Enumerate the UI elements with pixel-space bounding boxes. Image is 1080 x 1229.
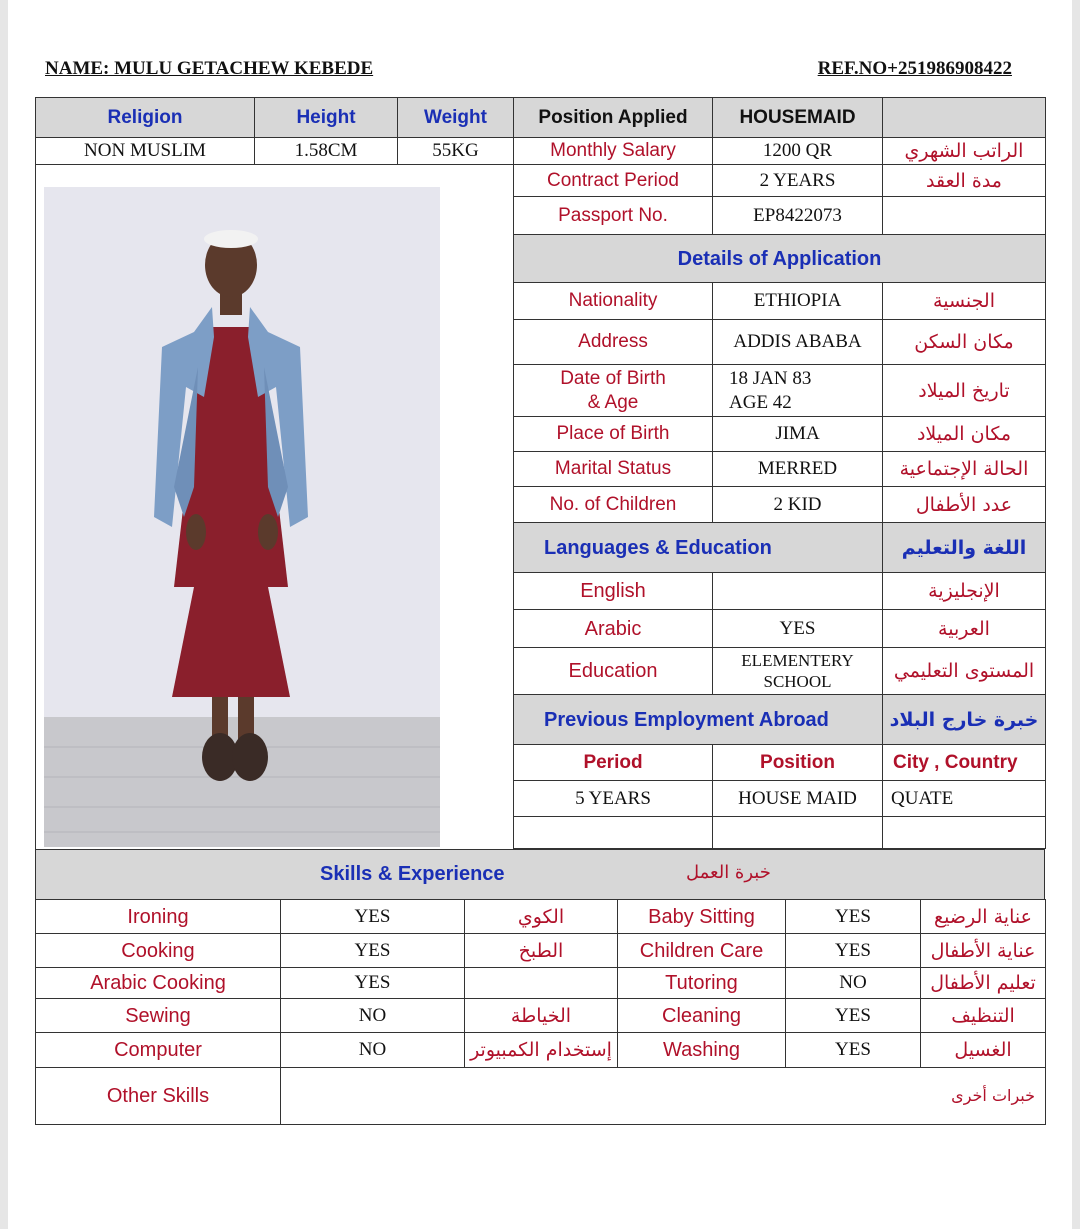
skill-washing-value: YES [786, 1033, 921, 1068]
skill-arabic-cooking-label: Arabic Cooking [36, 968, 281, 999]
skills-table [35, 899, 1046, 1125]
children-arabic: عدد الأطفال [883, 487, 1046, 523]
position-arabic-empty [883, 98, 1046, 138]
skill-tutoring-arabic: تعليم الأطفال [921, 968, 1046, 999]
skills-header [36, 850, 1045, 900]
left-edge [0, 0, 8, 1229]
candidate-name: NAME: MULU GETACHEW KEBEDE [45, 58, 374, 79]
candidate-photo-image [44, 187, 440, 847]
skill-ironing-value: YES [281, 900, 465, 934]
employment-city-value: QUATE [883, 781, 1046, 817]
education-value-line1: ELEMENTERY [741, 651, 854, 670]
skill-baby-sitting-label: Baby Sitting [618, 900, 786, 934]
skill-cooking-label: Cooking [36, 934, 281, 968]
arabic-label: Arabic [514, 610, 713, 648]
religion-value: NON MUSLIM [36, 138, 255, 165]
height-label: Height [255, 98, 398, 138]
skill-baby-sitting-value: YES [786, 900, 921, 934]
height-value: 1.58CM [255, 138, 398, 165]
marital-status-value: MERRED [713, 452, 883, 487]
skill-cleaning-arabic: التنظيف [921, 999, 1046, 1033]
skill-sewing-arabic: الخياطة [465, 999, 618, 1033]
monthly-salary-label: Monthly Salary [514, 138, 713, 165]
weight-value: 55KG [398, 138, 514, 165]
skills-arabic-title: خبرة العمل [686, 862, 771, 883]
address-label: Address [514, 320, 713, 365]
religion-label: Religion [36, 98, 255, 138]
position-applied-value: HOUSEMAID [713, 98, 883, 138]
skill-sewing-value: NO [281, 999, 465, 1033]
weight-label: Weight [398, 98, 514, 138]
languages-arabic-title: اللغة والتعليم [883, 523, 1046, 573]
other-skills-arabic: خبرات أخرى [281, 1068, 1046, 1125]
education-value-line2: SCHOOL [763, 672, 832, 691]
skill-cooking-value: YES [281, 934, 465, 968]
english-arabic: الإنجليزية [883, 573, 1046, 610]
skill-sewing-label: Sewing [36, 999, 281, 1033]
dob-label [514, 365, 713, 417]
main-info-table [35, 97, 1046, 849]
employment-empty-1 [514, 817, 713, 849]
skill-computer-label: Computer [36, 1033, 281, 1068]
skill-ironing-arabic: الكوي [465, 900, 618, 934]
arabic-value: YES [713, 610, 883, 648]
skill-cleaning-value: YES [786, 999, 921, 1033]
monthly-salary-arabic: الراتب الشهري [883, 138, 1046, 165]
employment-empty-2 [713, 817, 883, 849]
other-skills-label: Other Skills [36, 1068, 281, 1125]
place-of-birth-arabic: مكان الميلاد [883, 417, 1046, 452]
skill-cooking-arabic: الطبخ [465, 934, 618, 968]
skill-children-care-arabic: عناية الأطفال [921, 934, 1046, 968]
place-of-birth-value: JIMA [713, 417, 883, 452]
monthly-salary-value: 1200 QR [713, 138, 883, 165]
children-label: No. of Children [514, 487, 713, 523]
skill-children-care-label: Children Care [618, 934, 786, 968]
skill-computer-arabic: إستخدام الكمبيوتر [465, 1033, 618, 1068]
nationality-arabic: الجنسية [883, 283, 1046, 320]
dob-value-line2: AGE 42 [729, 391, 792, 413]
skill-baby-sitting-arabic: عناية الرضيع [921, 900, 1046, 934]
skill-washing-label: Washing [618, 1033, 786, 1068]
skill-ironing-label: Ironing [36, 900, 281, 934]
english-label: English [514, 573, 713, 610]
contract-period-arabic: مدة العقد [883, 165, 1046, 197]
position-applied-label: Position Applied [514, 98, 713, 138]
skill-cleaning-label: Cleaning [618, 999, 786, 1033]
marital-status-label: Marital Status [514, 452, 713, 487]
dob-value [713, 365, 883, 417]
candidate-photo [44, 187, 440, 847]
skill-tutoring-value: NO [786, 968, 921, 999]
skill-washing-arabic: الغسيل [921, 1033, 1046, 1068]
passport-label: Passport No. [514, 197, 713, 235]
address-value: ADDIS ABABA [713, 320, 883, 365]
nationality-value: ETHIOPIA [713, 283, 883, 320]
passport-arabic [883, 197, 1046, 235]
reference-number: REF.NO+251986908422 [817, 58, 1012, 79]
employment-period-value: 5 YEARS [514, 781, 713, 817]
contract-period-value: 2 YEARS [713, 165, 883, 197]
skill-children-care-value: YES [786, 934, 921, 968]
employment-title: Previous Employment Abroad [514, 695, 883, 745]
english-value [713, 573, 883, 610]
education-value [713, 648, 883, 695]
dob-label-line2: & Age [587, 391, 639, 413]
children-value: 2 KID [713, 487, 883, 523]
details-title: Details of Application [514, 235, 1046, 283]
skill-tutoring-label: Tutoring [618, 968, 786, 999]
place-of-birth-label: Place of Birth [514, 417, 713, 452]
employment-empty-3 [883, 817, 1046, 849]
employment-arabic-title: خبرة خارج البلاد [883, 695, 1046, 745]
period-column-header: Period [514, 745, 713, 781]
marital-status-arabic: الحالة الإجتماعية [883, 452, 1046, 487]
education-label: Education [514, 648, 713, 695]
city-column-header: City , Country [883, 745, 1046, 781]
skills-title: Skills & Experience [320, 863, 505, 885]
dob-label-line1: Date of Birth [560, 367, 666, 389]
skill-arabic-cooking-value: YES [281, 968, 465, 999]
skills-header-table [35, 849, 1045, 900]
address-arabic: مكان السكن [883, 320, 1046, 365]
contract-period-label: Contract Period [514, 165, 713, 197]
skill-computer-value: NO [281, 1033, 465, 1068]
right-edge [1072, 0, 1080, 1229]
skill-arabic-cooking-arabic [465, 968, 618, 999]
languages-title: Languages & Education [514, 523, 883, 573]
dob-arabic: تاريخ الميلاد [883, 365, 1046, 417]
arabic-arabic: العربية [883, 610, 1046, 648]
position-column-header: Position [713, 745, 883, 781]
education-arabic: المستوى التعليمي [883, 648, 1046, 695]
photo-cell [36, 165, 514, 849]
passport-value: EP8422073 [713, 197, 883, 235]
employment-position-value: HOUSE MAID [713, 781, 883, 817]
dob-value-line1: 18 JAN 83 [729, 367, 812, 389]
nationality-label: Nationality [514, 283, 713, 320]
